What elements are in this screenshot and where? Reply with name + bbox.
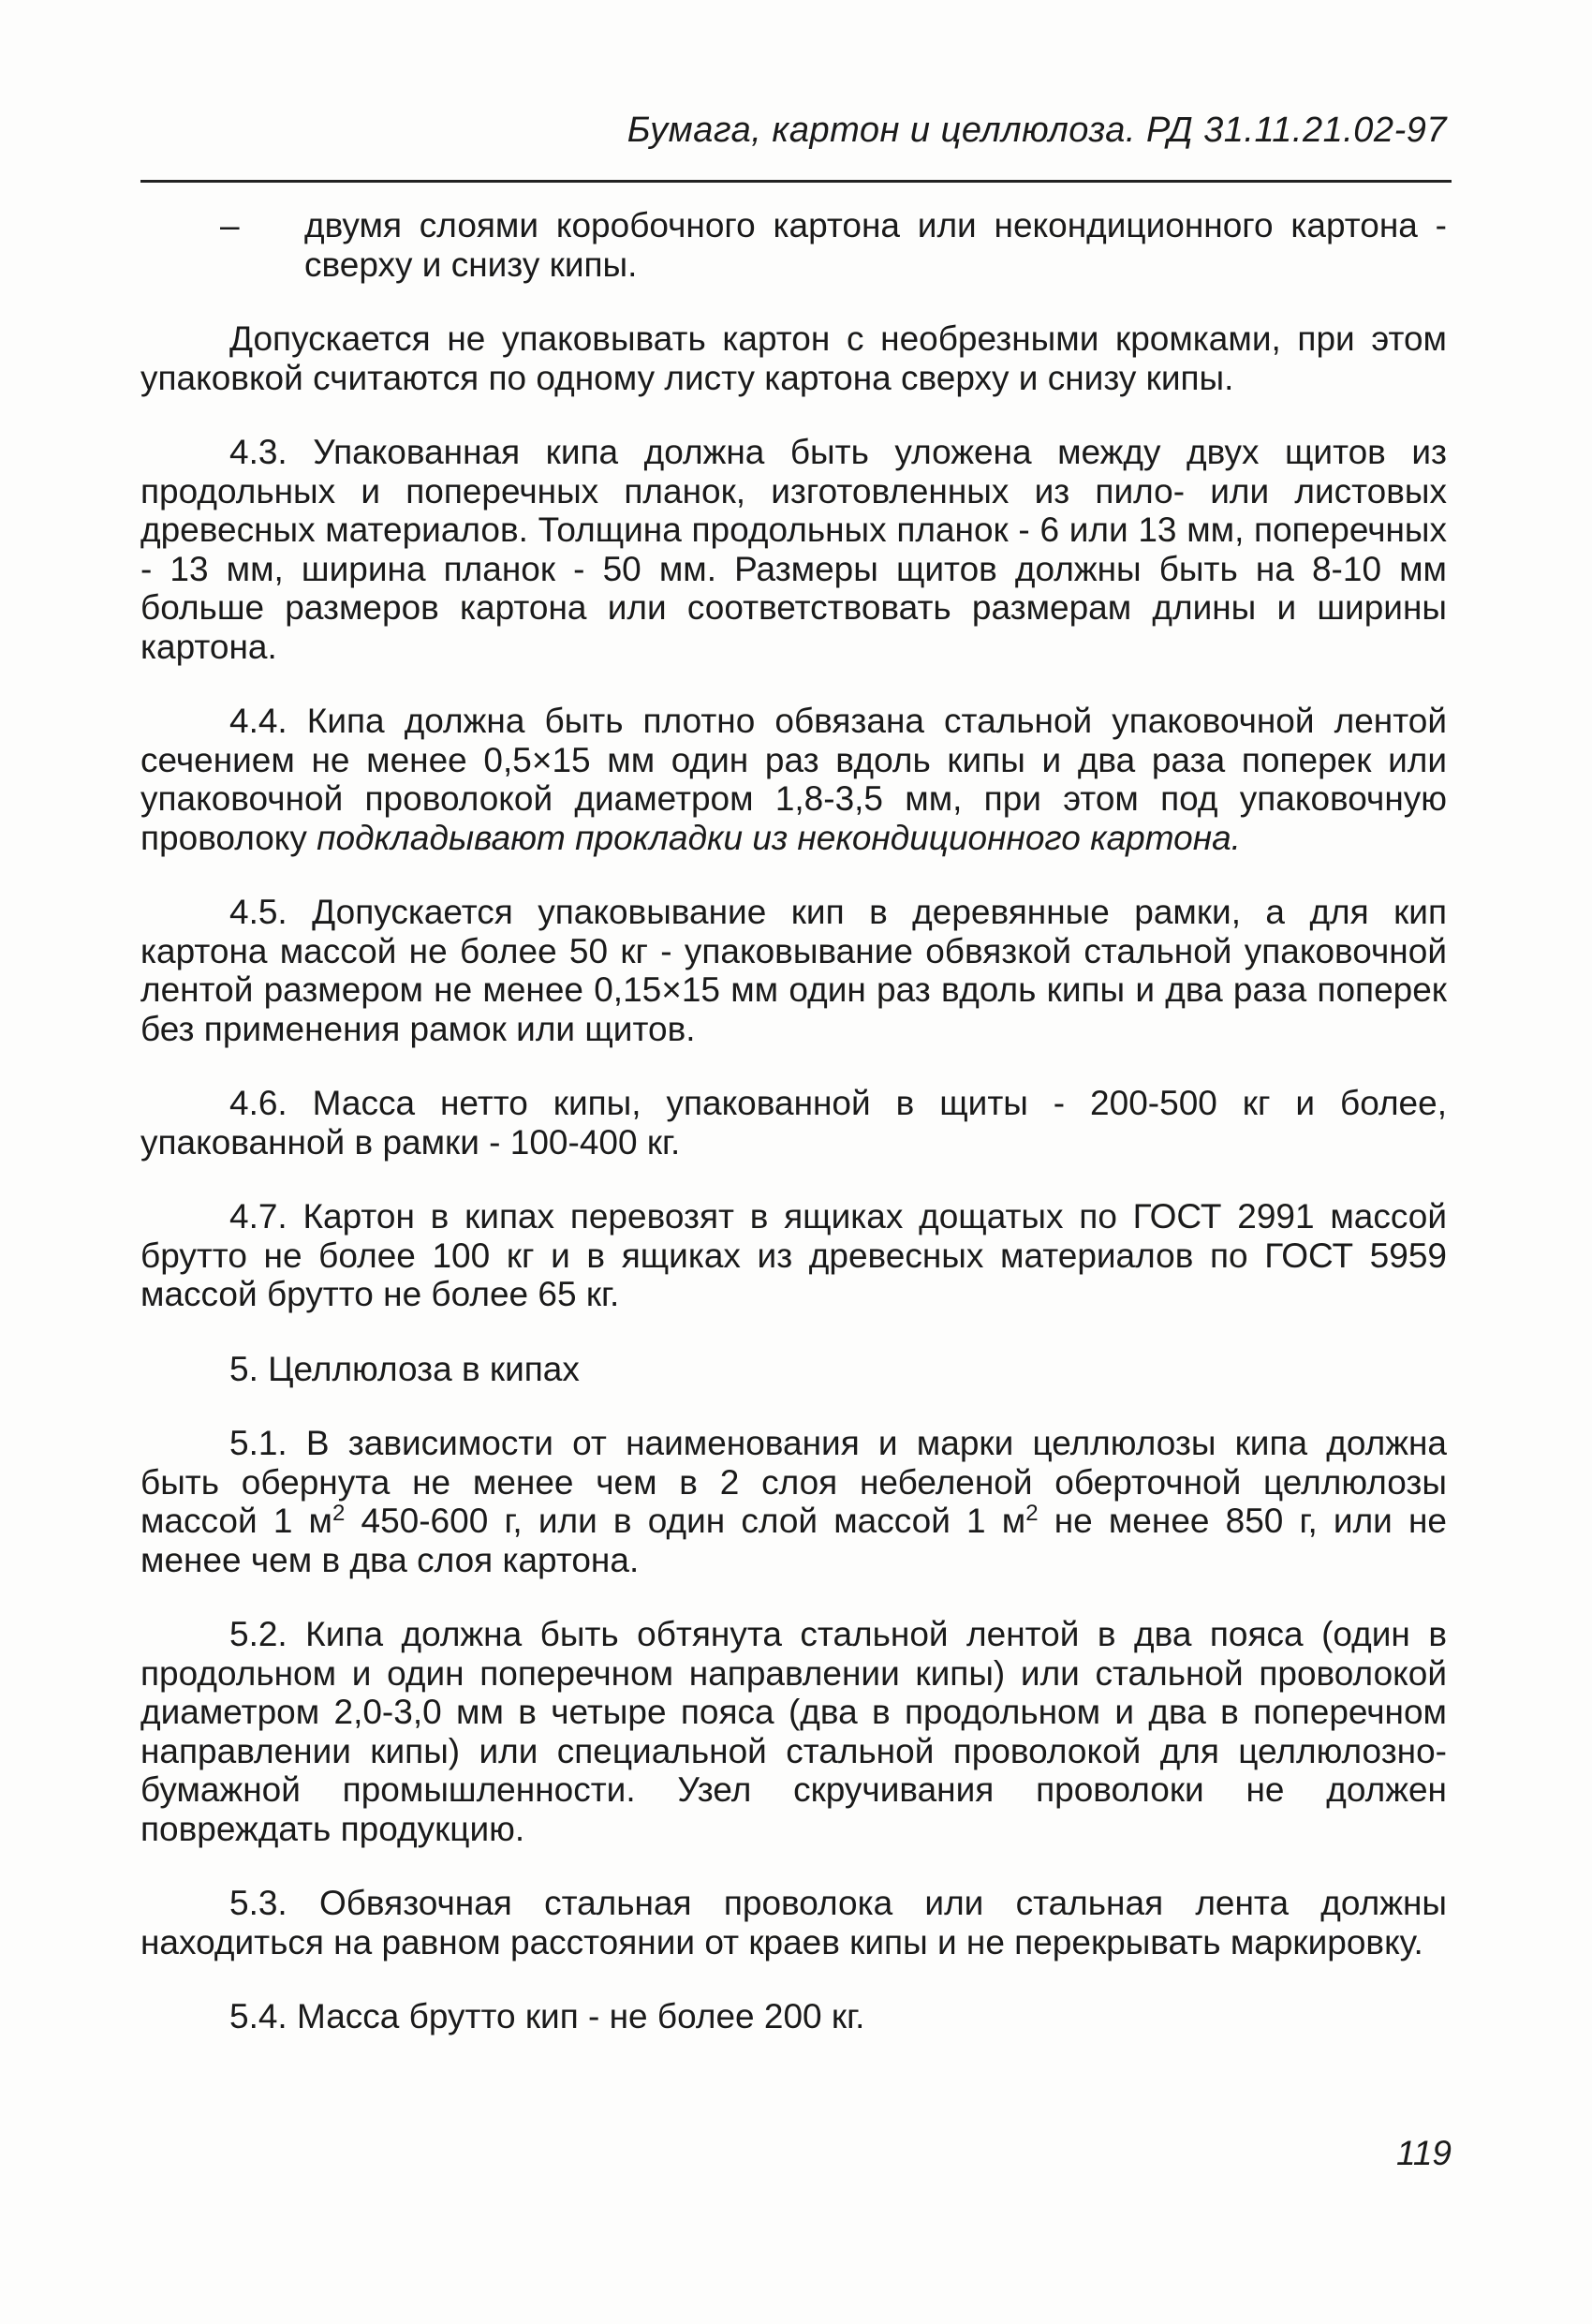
header-rule: [140, 180, 1452, 183]
page-number: 119: [1396, 2134, 1452, 2172]
paragraph-5-4: 5.4. Масса брутто кип - не более 200 кг.: [229, 1997, 865, 2035]
paragraph-5-1: [140, 1424, 1447, 1579]
section-5-title: 5. Целлюлоза в кипах: [229, 1349, 580, 1388]
paragraph-5-1-part1: 5.1. В зависимости от наименования и марки целлюлозы кипа должна быть обернута не менее чем в 2 слоя небеленой оберточной целлюлозы массой 1 м: [140, 1424, 1447, 1540]
superscript: 2: [332, 1501, 346, 1526]
paragraph-5-2: 5.2. Кипа должна быть обтянута стальной лентой в два пояса (один в продольном и один поперечном направлении кипы) или стальной проволокой диаметром 2,0-3,0 мм в четыре пояса (два в продольном и два в поперечном направлении кипы) или специальной стальной проволокой для целлюлозно-бумажной промышленности. Узел скручивания проволоки не должен повреждать продукцию.: [140, 1615, 1447, 1848]
paragraph-5-1-part2: 450-600 г, или в один слой массой 1 м: [345, 1502, 1026, 1540]
paragraph-4-3: 4.3. Упакованная кипа должна быть уложена между двух щитов из продольных и поперечных планок, изготовленных из пило- или листовых древесных материалов. Толщина продольных планок - 6 или 13 мм, поперечных - 13 мм, ширина планок - 50 мм. Размеры щитов должны быть на 8-10 мм больше размеров картона или соответствовать размерам длины и ширины картона.: [140, 433, 1447, 666]
paragraph-4-7: 4.7. Картон в кипах перевозят в ящиках дощатых по ГОСТ 2991 массой брутто не более 100 кг и в ящиках из древесных материалов по ГОСТ 5959 массой брутто не более 65 кг.: [140, 1197, 1447, 1313]
paragraph-4-4-italic: подкладывают прокладки из некондиционного картона.: [317, 818, 1241, 857]
paragraph-4-4: [140, 702, 1447, 857]
paragraph-5-1-part3: не менее 850 г, или не менее чем в два слоя картона.: [140, 1502, 1447, 1579]
dash-marker: –: [220, 206, 240, 244]
paragraph-5-3: 5.3. Обвязочная стальная проволока или стальная лента должны находиться на равном расстоянии от краев кипы и не перекрывать маркировку.: [140, 1884, 1447, 1961]
paragraph-4-4-main: 4.4. Кипа должна быть плотно обвязана стальной упаковочной лентой сечением не менее 0,5×15 мм один раз вдоль кипы и два раза поперек или упаковочной проволокой диаметром 1,8-3,5 мм, при этом под упаковочную проволоку: [140, 702, 1447, 857]
paragraph-4-6: 4.6. Масса нетто кипы, упакованной в щиты - 200-500 кг и более, упакованной в рамки - 100-400 кг.: [140, 1084, 1447, 1162]
superscript: 2: [1025, 1501, 1039, 1526]
document-body: [140, 206, 1447, 2072]
running-header: Бумага, картон и целлюлоза. РД 31.11.21.02-97: [626, 111, 1447, 150]
list-item: [140, 206, 1447, 284]
list-item-text: двумя слоями коробочного картона или некондиционного картона - сверху и снизу кипы.: [304, 206, 1447, 284]
paragraph-4-5: 4.5. Допускается упаковывание кип в деревянные рамки, а для кип картона массой не более 50 кг - упаковывание обвязкой стальной упаковочной лентой размером не менее 0,15×15 мм один раз вдоль кипы и два раза поперек без применения рамок или щитов.: [140, 893, 1447, 1048]
paragraph-allowance: Допускается не упаковывать картон с необрезными кромками, при этом упаковкой считаются по одному листу картона сверху и снизу кипы.: [140, 319, 1447, 397]
